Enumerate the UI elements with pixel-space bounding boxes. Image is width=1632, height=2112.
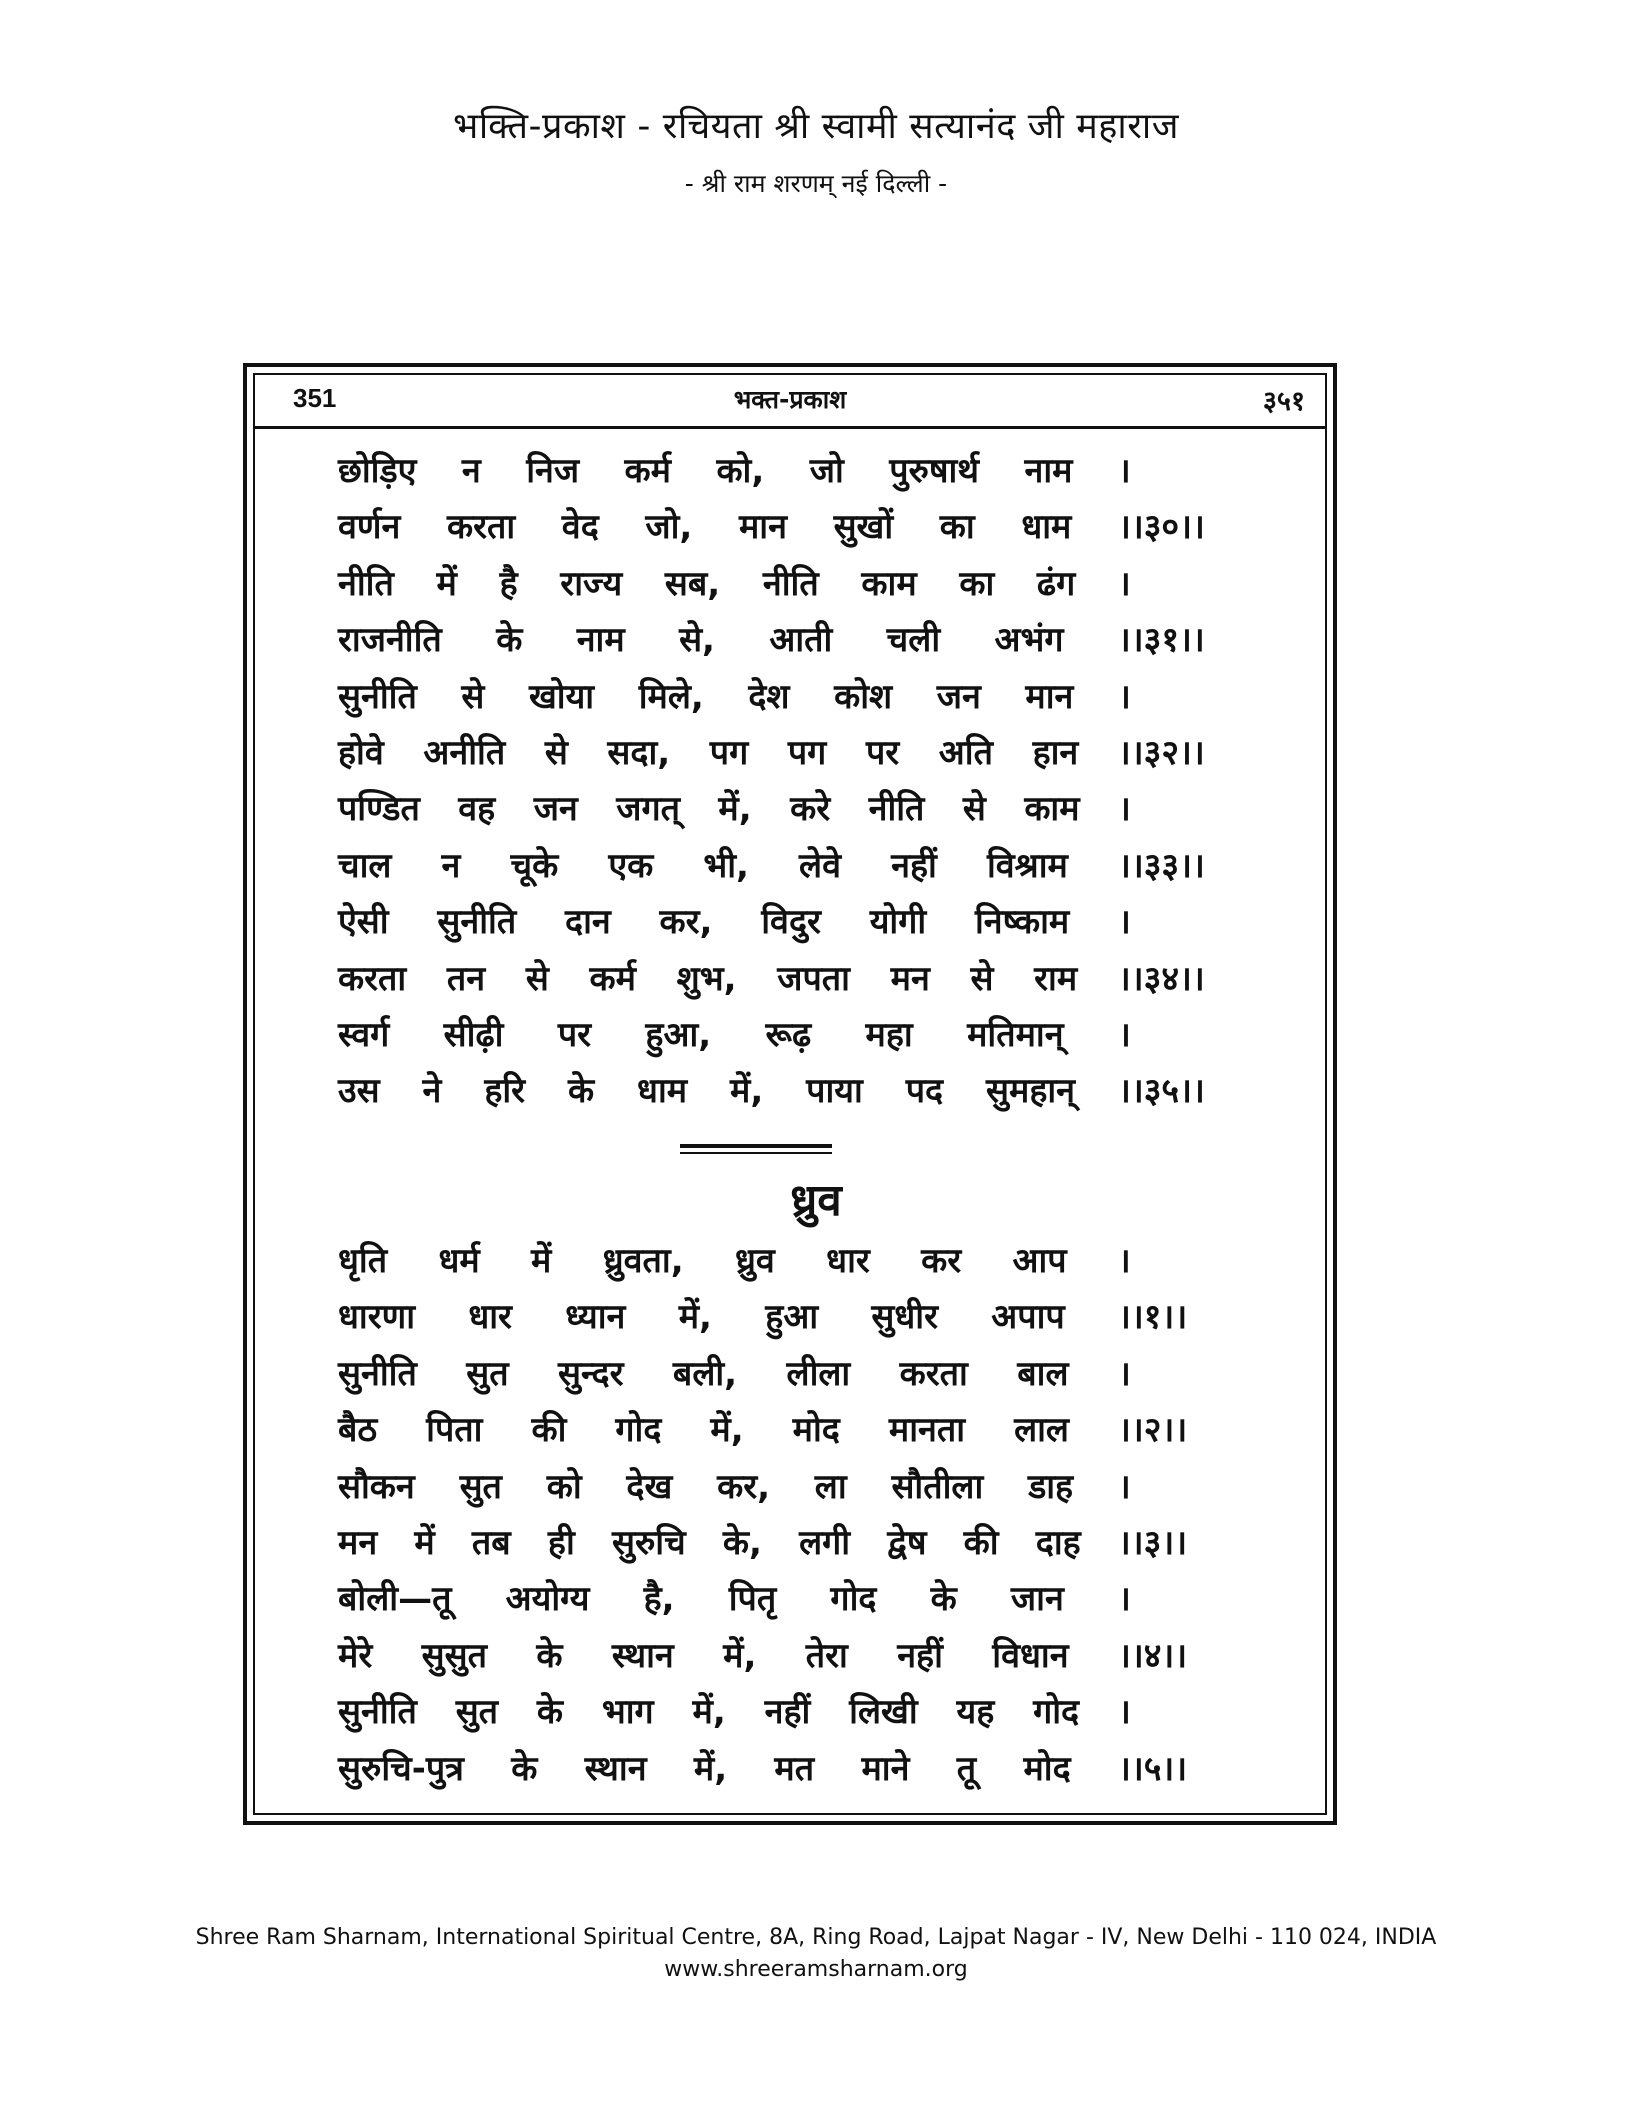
verse-word: जन: [936, 676, 981, 717]
verse-word: गोद: [1033, 1692, 1080, 1733]
verse-word: में,: [693, 1748, 728, 1789]
page-number-latin: 351: [293, 383, 337, 413]
verse-word: राज्य: [560, 563, 623, 604]
verse-word: का: [959, 563, 995, 604]
verse-word: ऐसी: [338, 902, 389, 943]
verse-word: चूके: [510, 845, 559, 886]
document-subtitle: - श्री राम शरणम् नई दिल्ली -: [684, 169, 948, 198]
verse-end-mark: ।।३०।।: [1117, 507, 1205, 548]
verse-word: ध्यान: [565, 1297, 626, 1338]
verse-line: [338, 954, 1248, 1010]
verse-line: [338, 1066, 1248, 1122]
verse-word: में: [436, 563, 457, 604]
verse-word: सुमहान्: [986, 1071, 1076, 1112]
verse-end-mark: ।।१।।: [1117, 1297, 1188, 1338]
verse-word: बली,: [672, 1353, 738, 1394]
verse-word: पग: [787, 732, 827, 773]
verse-word: कर,: [717, 1466, 771, 1507]
verse-word: निष्काम: [974, 902, 1070, 943]
footer-website: www.shreeramsharnam.org: [664, 1957, 968, 1982]
verse-word: ला: [814, 1466, 847, 1507]
verse-end-mark: ।: [1117, 1466, 1131, 1507]
verse-word: जन: [533, 789, 578, 830]
verse-word: योगी: [869, 902, 927, 943]
verse-word: पाया: [806, 1071, 863, 1112]
verse-word: धृति: [338, 1241, 388, 1281]
verse-word: धर्म: [438, 1241, 480, 1281]
verse-word: अपाप: [991, 1297, 1065, 1338]
page-running-header: [253, 373, 1327, 429]
verse-word: देख: [626, 1466, 673, 1507]
verse-word: सुरुचि: [611, 1522, 686, 1563]
verse-word: पग: [709, 732, 749, 773]
verse-word: करता: [338, 958, 407, 999]
verse-word: जपता: [777, 958, 850, 999]
verse-line: [338, 1518, 1248, 1574]
verse-word: गोद: [830, 1579, 877, 1620]
verse-word: शुभ,: [676, 958, 737, 999]
verse-line: [338, 841, 1248, 897]
verse-word: के: [568, 1071, 595, 1112]
verse-line: [338, 897, 1248, 953]
verse-word: दान: [565, 902, 611, 943]
verse-word: सुधीर: [871, 1297, 938, 1338]
verse-word: करता: [899, 1353, 968, 1394]
verse-word: ढंग: [1036, 563, 1076, 604]
verse-end-mark: ।: [1117, 1579, 1131, 1620]
verse-word: नीति: [762, 563, 819, 604]
verse-word: है,: [643, 1579, 675, 1620]
verse-word: हुआ: [765, 1297, 819, 1338]
verse-word: नहीं: [897, 1635, 943, 1676]
verse-line: [338, 672, 1248, 728]
verse-word: में: [414, 1522, 435, 1563]
verse-word: रूढ़: [765, 1014, 812, 1055]
verse-word: वेद: [561, 507, 599, 548]
verse-end-mark: ।: [1117, 451, 1131, 491]
verse-word: धारणा: [338, 1297, 416, 1338]
verse-word: सदा,: [607, 732, 671, 773]
verse-word: लीला: [786, 1353, 851, 1394]
verse-word: होवे: [338, 732, 384, 773]
verse-word: पर: [865, 732, 900, 773]
verse-word: में: [531, 1241, 552, 1281]
verse-end-mark: ।।३३।।: [1117, 845, 1205, 886]
verse-word: में,: [678, 1297, 712, 1338]
verse-word: मान: [1025, 676, 1074, 717]
verse-word: हान: [1032, 732, 1079, 773]
verse-word: कर्म: [589, 958, 636, 999]
verse-word: मन: [338, 1522, 378, 1563]
verse-line: [338, 1010, 1248, 1066]
verse-word: बैठ: [338, 1410, 378, 1451]
verse-word: तब: [471, 1522, 511, 1563]
verse-word: दाह: [1035, 1522, 1081, 1563]
verse-end-mark: ।।३१।।: [1117, 620, 1205, 661]
verse-word: के: [496, 620, 523, 661]
verse-word: के: [511, 1748, 538, 1789]
verse-word: सब,: [664, 563, 721, 604]
verse-word: पण्डित: [338, 789, 420, 830]
verse-word: आप: [1012, 1241, 1067, 1281]
verse-word: में,: [723, 1635, 757, 1676]
running-title: भक्त-प्रकाश: [733, 385, 847, 414]
verse-word: मोद: [1023, 1748, 1071, 1789]
verse-word: स्वर्ग: [338, 1014, 390, 1055]
verse-word: डाह: [1028, 1466, 1074, 1507]
verse-word: में,: [692, 1692, 726, 1733]
verse-word: करता: [446, 507, 516, 548]
section-heading: ध्रुव: [790, 1175, 842, 1226]
verse-word: के: [930, 1579, 957, 1620]
verse-end-mark: ।: [1117, 1353, 1131, 1394]
verse-word: धाम: [1021, 507, 1072, 548]
verse-word: कर्म: [624, 451, 671, 491]
verse-word: गोद: [615, 1410, 662, 1451]
verse-end-mark: ।: [1118, 789, 1131, 830]
verse-end-mark: ।: [1117, 1241, 1131, 1281]
verse-word: में,: [730, 1071, 764, 1112]
verse-word: के,: [722, 1522, 762, 1563]
verse-word: कर,: [659, 902, 713, 943]
verse-word: का: [939, 507, 975, 548]
verse-word: जगत्: [616, 789, 680, 830]
verse-end-mark: ।: [1118, 1014, 1131, 1055]
verse-word: लगी: [799, 1522, 851, 1563]
verse-word: भी,: [703, 845, 749, 886]
verse-word: सौकन: [338, 1466, 415, 1507]
verse-word: राजनीति: [338, 620, 442, 661]
verse-line: [338, 728, 1248, 784]
verse-word: विधान: [992, 1635, 1069, 1676]
verse-word: कोश: [834, 676, 893, 717]
verse-word: की: [963, 1522, 999, 1563]
verse-line: [338, 446, 1248, 502]
verse-word: ध्रुव: [735, 1241, 775, 1281]
verse-word: सौतीला: [891, 1466, 984, 1507]
verse-word: पर: [557, 1014, 592, 1055]
verse-word: धाम: [637, 1071, 688, 1112]
verse-word: पद: [905, 1071, 944, 1112]
verse-end-mark: ।।४।।: [1117, 1635, 1188, 1676]
verse-word: बोली—तू: [338, 1579, 452, 1620]
verse-word: नहीं: [764, 1692, 811, 1733]
verse-word: लिखी: [849, 1692, 918, 1733]
verse-word: जो,: [645, 507, 693, 548]
verse-word: मानता: [888, 1410, 966, 1451]
verse-word: सुखों: [833, 507, 894, 548]
verse-end-mark: ।: [1117, 563, 1131, 604]
verse-word: मत: [774, 1748, 815, 1789]
verse-line: [338, 1405, 1248, 1461]
verse-word: में,: [718, 789, 752, 830]
verse-word: सुनीति: [338, 676, 417, 717]
verse-word: सुसुत: [421, 1635, 487, 1676]
verse-word: हुआ,: [645, 1014, 712, 1055]
verse-word: चाल: [338, 845, 392, 886]
verse-word: मोद: [792, 1410, 840, 1451]
verse-end-mark: ।।२।।: [1118, 1410, 1188, 1451]
verse-word: अभंग: [994, 620, 1064, 661]
verse-word: के: [536, 1692, 564, 1733]
verse-word: काम: [1024, 789, 1080, 830]
section-divider: [680, 1144, 832, 1154]
verse-word: खोया: [528, 676, 595, 717]
verse-word: पुरुषार्थ: [889, 451, 980, 491]
verse-word: को,: [716, 451, 765, 491]
verse-word: न: [441, 845, 461, 886]
verse-word: कर: [921, 1241, 962, 1281]
verse-end-mark: ।।३२।।: [1117, 732, 1205, 773]
verse-word: सीढ़ी: [443, 1014, 504, 1055]
footer-address: Shree Ram Sharnam, International Spiritual Centre, 8A, Ring Road, Lajpat Nagar - IV, New Delhi - 110 024, INDIA: [195, 1925, 1437, 1950]
verse-word: है: [499, 563, 518, 604]
verse-word: सुत: [466, 1353, 509, 1394]
verse-word: ही: [547, 1522, 575, 1563]
verse-line: [338, 1744, 1248, 1800]
verse-word: विश्राम: [986, 845, 1068, 886]
verse-word: करे: [790, 789, 831, 830]
verse-end-mark: ।: [1117, 1692, 1131, 1733]
verse-word: स्थान: [584, 1748, 647, 1789]
verse-line: [338, 1462, 1248, 1518]
verse-word: सुत: [455, 1692, 499, 1733]
verse-word: वर्णन: [338, 507, 401, 548]
verse-word: भाग: [601, 1692, 654, 1733]
verse-word: से: [962, 789, 986, 830]
verse-word: मान: [738, 507, 787, 548]
verse-line: [338, 502, 1248, 558]
verse-word: लेवे: [799, 845, 842, 886]
verse-word: नाम: [1024, 451, 1073, 491]
verse-word: धार: [468, 1297, 512, 1338]
verse-word: लाल: [1014, 1410, 1069, 1451]
verse-word: मतिमान्: [967, 1014, 1064, 1055]
verse-line: [338, 1236, 1248, 1292]
verse-word: ने: [422, 1071, 442, 1112]
verse-word: तू: [956, 1748, 977, 1789]
document-title: भक्ति-प्रकाश - रचियता श्री स्वामी सत्यानंद जी महाराज: [453, 106, 1179, 147]
verse-word: एक: [608, 845, 654, 886]
verse-word: उस: [338, 1071, 380, 1112]
verse-word: के: [536, 1635, 563, 1676]
verse-word: नहीं: [891, 845, 937, 886]
verse-word: मन: [890, 958, 930, 999]
verse-end-mark: ।: [1118, 902, 1131, 943]
verse-word: से,: [679, 620, 715, 661]
verse-word: महा: [865, 1014, 913, 1055]
verse-word: तन: [446, 958, 486, 999]
verse-word: धार: [826, 1241, 870, 1281]
verse-line: [338, 559, 1248, 615]
verse-word: जान: [1010, 1579, 1064, 1620]
verse-word: नाम: [576, 620, 625, 661]
verse-word: सुनीति: [338, 1692, 417, 1733]
verse-word: पिता: [426, 1410, 483, 1451]
verse-word: चली: [886, 620, 941, 661]
verse-line: [338, 615, 1248, 671]
verse-word: सुनीति: [338, 1353, 417, 1394]
verse-word: से: [461, 676, 485, 717]
verse-word: ध्रुवता,: [602, 1241, 684, 1281]
verse-word: मिले,: [638, 676, 704, 717]
verse-word: काम: [861, 563, 917, 604]
verse-word: माने: [861, 1748, 910, 1789]
verse-word: नीति: [338, 563, 394, 604]
verse-word: अति: [938, 732, 993, 773]
verse-word: न: [461, 451, 481, 491]
verse-word: तेरा: [805, 1635, 848, 1676]
verse-word: सुनीति: [437, 902, 517, 943]
verse-word: सुन्दर: [558, 1353, 624, 1394]
verse-end-mark: ।।३४।।: [1117, 958, 1205, 999]
verse-line: [338, 784, 1248, 840]
verse-line: [338, 1292, 1248, 1348]
verse-word: नीति: [868, 789, 925, 830]
verse-block-dhruv: [338, 1236, 1248, 1800]
verse-word: यह: [956, 1692, 995, 1733]
verse-end-mark: ।।५।।: [1117, 1748, 1188, 1789]
verse-end-mark: ।।३।।: [1117, 1522, 1188, 1563]
verse-word: से: [525, 958, 549, 999]
verse-word: से: [970, 958, 994, 999]
verse-end-mark: ।।३५।।: [1117, 1071, 1205, 1112]
verse-word: निज: [526, 451, 580, 491]
verse-word: आती: [769, 620, 833, 661]
verse-word: पितृ: [728, 1579, 777, 1620]
verse-line: [338, 1631, 1248, 1687]
verse-block-vidur: [338, 446, 1248, 1123]
verse-word: में,: [710, 1410, 744, 1451]
verse-word: अनीति: [423, 732, 506, 773]
verse-word: वह: [458, 789, 496, 830]
verse-word: बाल: [1017, 1353, 1069, 1394]
verse-word: देश: [748, 676, 790, 717]
verse-word: राम: [1034, 958, 1078, 999]
verse-line: [338, 1687, 1248, 1743]
verse-word: जो: [809, 451, 844, 491]
page-number-devanagari: ३५१: [1262, 386, 1305, 417]
verse-line: [338, 1349, 1248, 1405]
verse-word: सुरुचि-पुत्र: [338, 1748, 464, 1789]
verse-word: सुत: [459, 1466, 502, 1507]
verse-word: अयोग्य: [505, 1579, 590, 1620]
verse-line: [338, 1574, 1248, 1630]
verse-word: हरि: [484, 1071, 526, 1112]
verse-word: स्थान: [611, 1635, 674, 1676]
verse-word: की: [531, 1410, 567, 1451]
verse-word: द्वेष: [887, 1522, 927, 1563]
verse-word: से: [544, 732, 568, 773]
verse-word: विदुर: [761, 902, 821, 943]
verse-word: को: [546, 1466, 582, 1507]
verse-end-mark: ।: [1117, 676, 1131, 717]
verse-word: छोड़िए: [338, 451, 417, 491]
verse-word: मेरे: [338, 1635, 373, 1676]
